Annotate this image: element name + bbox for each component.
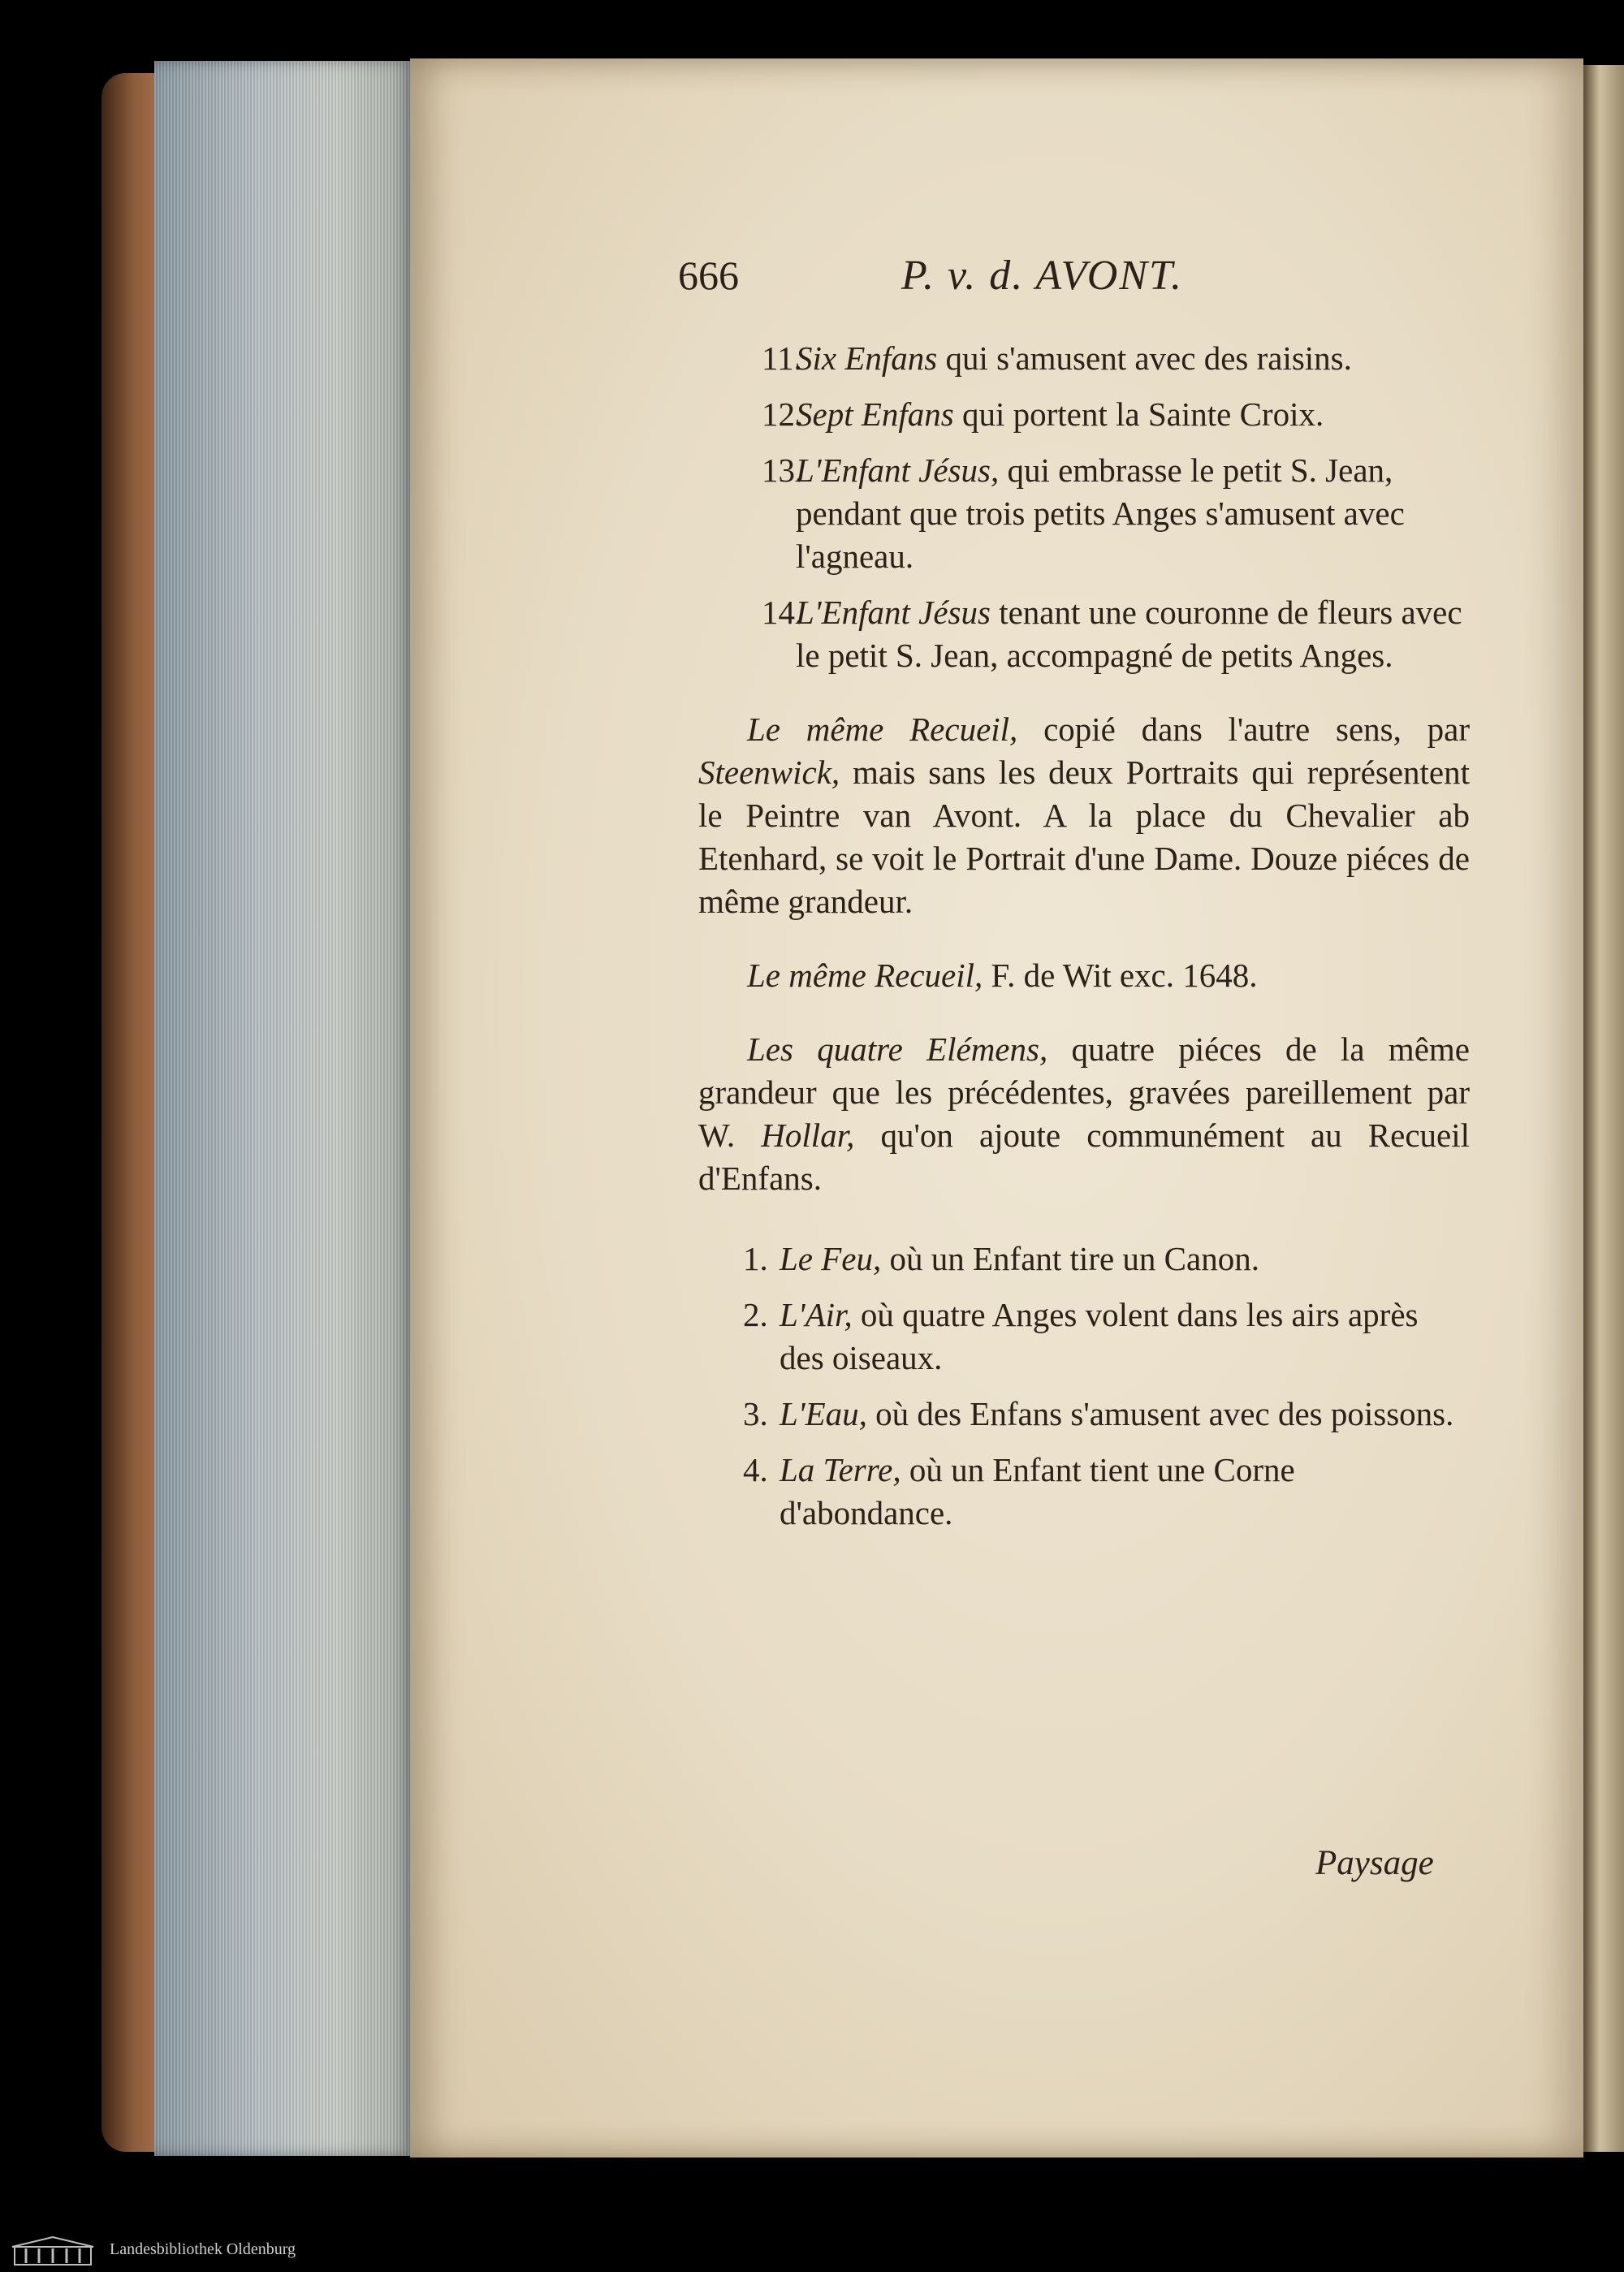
item-text: où un Enfant tient une Corne d'abondance.	[780, 1451, 1295, 1531]
list-item	[698, 591, 1470, 677]
list-two	[698, 1238, 1470, 1535]
item-number: 3.	[743, 1395, 768, 1432]
item-title: Le Feu,	[780, 1240, 882, 1277]
item-text: où quatre Anges volent dans les airs après des oiseaux.	[780, 1296, 1419, 1376]
running-head: P. v. d. AVONT.	[901, 253, 1184, 299]
item-number: 13.	[762, 451, 804, 489]
item-number: 11.	[762, 339, 802, 377]
library-name: Landesbibliothek Oldenburg	[110, 2240, 296, 2258]
paragraph-text: mais sans les deux Portraits qui représentent le Peintre van Avont. A la place du Chevalier ab Etenhard, se voit le Portrait d'une Dame. Douze piéces de même grandeur.	[698, 754, 1470, 920]
list-item	[698, 449, 1470, 578]
item-title: L'Air,	[780, 1296, 853, 1333]
paragraph-lead: Le même Recueil,	[747, 711, 1018, 748]
page-block-edges	[154, 61, 414, 2156]
list-item	[698, 1238, 1470, 1281]
item-text: où des Enfans s'amusent avec des poissons.	[866, 1395, 1454, 1432]
paragraph-copy-de-wit	[698, 954, 1470, 997]
paragraph-copy-steenwick	[698, 708, 1470, 923]
list-item	[698, 1449, 1470, 1535]
item-text: qui s'amusent avec des raisins.	[937, 339, 1352, 377]
footer-bar	[0, 2229, 1624, 2272]
item-text: qui portent la Sainte Croix.	[953, 395, 1324, 433]
item-number: 12.	[762, 395, 804, 433]
paragraph-text: quatre piéces de la même grandeur que les précédentes, gravées pareillement par W.	[698, 1030, 1470, 1154]
paragraph-text: F. de Wit exc. 1648.	[983, 957, 1258, 994]
facing-page-edge	[1583, 65, 1624, 2152]
list-one	[698, 337, 1470, 677]
paragraph-quatre-elemens	[698, 1028, 1470, 1200]
item-title: Sept Enfans	[796, 395, 954, 433]
page-number: 666	[678, 253, 739, 298]
item-title: L'Eau,	[780, 1395, 867, 1432]
paragraph-text: copié dans l'autre sens, par	[1017, 711, 1470, 748]
item-title: Six Enfans	[796, 339, 938, 377]
paragraph-lead: Le même Recueil,	[747, 957, 983, 994]
item-number: 14.	[762, 594, 804, 631]
list-item	[698, 337, 1470, 380]
item-text: tenant une couronne de fleurs avec le petit S. Jean, accompagné de petits Anges.	[796, 594, 1462, 674]
item-number: 2.	[743, 1296, 768, 1333]
list-item	[698, 1294, 1470, 1380]
page-text	[698, 337, 1470, 1548]
page-header	[678, 252, 1474, 309]
engraver-name: Steenwick,	[698, 754, 840, 791]
item-number: 4.	[743, 1451, 768, 1488]
paragraph-lead: Les quatre Elémens,	[747, 1030, 1048, 1068]
list-item	[698, 1393, 1470, 1436]
item-text: qui embrasse le petit S. Jean, pendant que trois petits Anges s'amusent avec l'agneau.	[796, 451, 1405, 575]
library-building-icon	[8, 2235, 97, 2268]
item-text: où un Enfant tire un Canon.	[881, 1240, 1259, 1277]
catchword: Paysage	[1315, 1844, 1434, 1882]
engraver-name: Hollar,	[761, 1117, 855, 1154]
item-title: La Terre,	[780, 1451, 901, 1488]
paragraph-text: qu'on ajoute communément au Recueil d'Enfans.	[698, 1117, 1470, 1197]
item-number: 1.	[743, 1240, 768, 1277]
item-title: L'Enfant Jésus	[796, 594, 991, 631]
item-title: L'Enfant Jésus,	[796, 451, 1000, 489]
list-item	[698, 393, 1470, 436]
